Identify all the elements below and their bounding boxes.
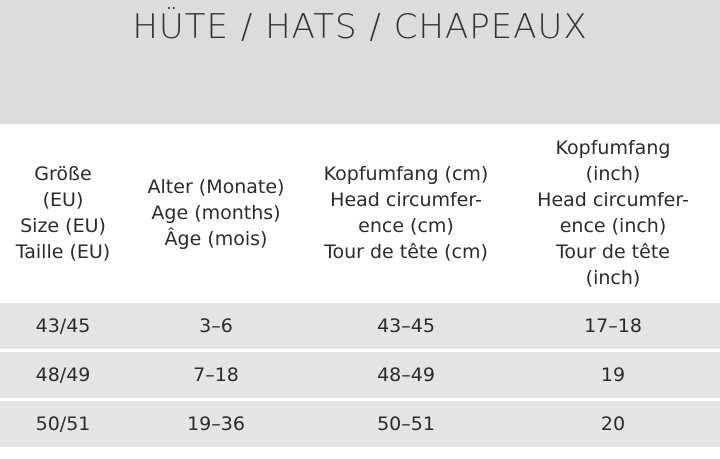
header-line: Taille (EU) [15, 241, 111, 263]
cell-age: 19–36 [187, 413, 245, 435]
header-line: Head circumfer- [537, 189, 689, 211]
table-header-row [0, 124, 720, 302]
table-row [0, 401, 720, 447]
table-row [0, 352, 720, 398]
header-line: Head circumfer- [330, 189, 482, 211]
cell-circumference-cm: 43–45 [377, 315, 435, 337]
header-size [0, 124, 126, 302]
cell-age: 3–6 [199, 315, 233, 337]
header-line: Kopfumfang (cm) [323, 163, 489, 185]
title-banner [0, 0, 720, 124]
cell-circumference-cm: 48–49 [377, 364, 435, 386]
table-row [0, 303, 720, 349]
header-line: (inch) [585, 267, 641, 289]
header-line: ence (inch) [559, 215, 667, 237]
cell-circumference-inch: 19 [600, 364, 626, 386]
bottom-strip [0, 450, 720, 459]
header-line: Tour de tête (cm) [324, 241, 488, 263]
cell-size: 50/51 [35, 413, 91, 435]
header-line: (inch) [585, 163, 641, 185]
header-circumference-inch [506, 124, 720, 302]
header-line: Size (EU) [20, 215, 106, 237]
header-line: Tour de tête [556, 241, 670, 263]
header-age [126, 124, 306, 302]
page-title: HÜTE / HATS / CHAPEAUX [132, 7, 588, 47]
cell-age: 7–18 [193, 364, 239, 386]
header-line: Größe [34, 163, 92, 185]
cell-size: 43/45 [35, 315, 91, 337]
header-line: Alter (Monate) [147, 176, 285, 198]
cell-size: 48/49 [35, 364, 91, 386]
header-line: Age (months) [151, 202, 281, 224]
header-line: Kopfumfang [555, 137, 671, 159]
header-line: Âge (mois) [164, 228, 268, 250]
cell-circumference-inch: 20 [600, 413, 626, 435]
header-line: ence (cm) [358, 215, 454, 237]
header-line: (EU) [42, 189, 84, 211]
cell-circumference-cm: 50–51 [377, 413, 435, 435]
header-circumference-cm [306, 124, 506, 302]
cell-circumference-inch: 17–18 [584, 315, 642, 337]
